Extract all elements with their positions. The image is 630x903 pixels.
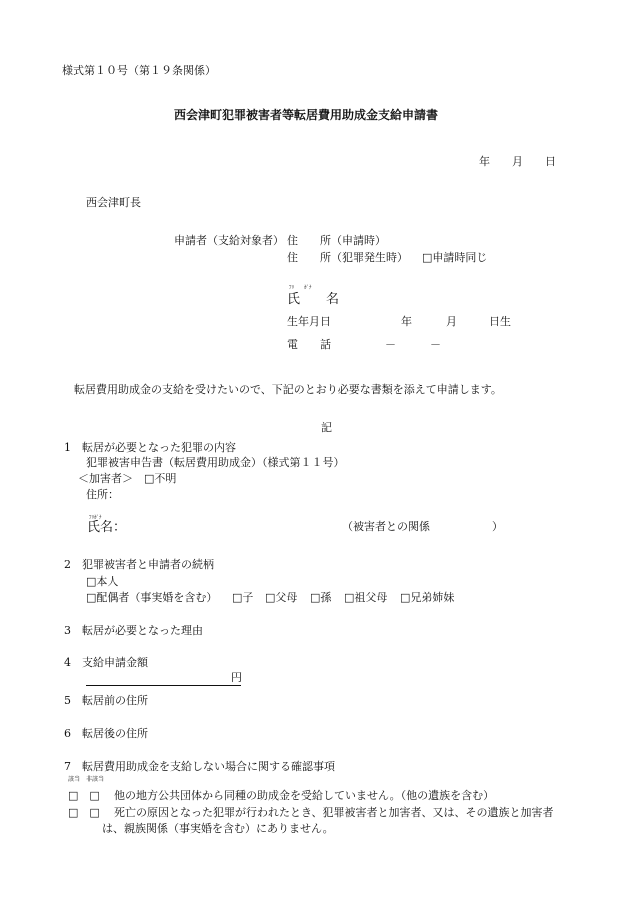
- applicant-name-label: 氏 名: [287, 292, 340, 307]
- statement: 転居費用助成金の支給を受けたいので、下記のとおり必要な書類を添えて申請します。: [74, 383, 502, 396]
- phone-label: 電 話: [287, 338, 331, 351]
- relation-grandparent-checkbox[interactable]: □祖父母: [344, 591, 388, 604]
- birth-day: 日生: [489, 315, 511, 328]
- amount-unit: 円: [231, 671, 242, 684]
- applicant-address-crime: 住 所（犯罪発生時）: [287, 251, 408, 264]
- offender-unknown-checkbox[interactable]: ＜加害者＞ □不明: [78, 472, 177, 485]
- offender-name-ruby: ﾌﾘｶﾞﾅ: [89, 515, 102, 521]
- item-2-checkboxes[interactable]: □ □: [68, 806, 100, 819]
- ki-heading: 記: [321, 421, 332, 434]
- item-1-text: 他の地方公共団体から同種の助成金を受給していません。（他の遺族を含む）: [114, 789, 495, 802]
- section-1-heading: 1 転居が必要となった犯罪の内容: [64, 441, 236, 454]
- section-1-sub: 犯罪被害申告書（転居費用助成金）（様式第１１号）: [86, 456, 345, 469]
- applicant-address-current: 住 所（申請時）: [287, 234, 386, 247]
- birth-label: 生年月日: [287, 315, 331, 328]
- date-month: 月: [512, 155, 523, 168]
- relation-self-checkbox[interactable]: □本人: [86, 575, 119, 588]
- relation-parent-checkbox[interactable]: □父母: [265, 591, 298, 604]
- amount-field[interactable]: [86, 672, 241, 686]
- same-as-current-checkbox[interactable]: □申請時同じ: [422, 251, 488, 264]
- section-5-heading: 5 転居前の住所: [64, 694, 148, 707]
- relation-open: （被害者との関係: [342, 520, 430, 533]
- form-number: 様式第１０号（第１９条関係）: [62, 64, 216, 77]
- date-day: 日: [545, 155, 556, 168]
- section-2-heading: 2 犯罪被害者と申請者の続柄: [64, 558, 214, 571]
- section-3-heading: 3 転居が必要となった理由: [64, 624, 203, 637]
- relation-grandchild-checkbox[interactable]: □孫: [310, 591, 332, 604]
- relation-close: ）: [492, 520, 503, 533]
- item-2-text-line-1: 死亡の原因となった犯罪が行われたとき、犯罪被害者と加害者、又は、その遺族と加害者: [114, 806, 554, 819]
- offender-name-label: 氏名：: [87, 520, 127, 535]
- phone-dash-2: －: [430, 338, 441, 351]
- relation-sibling-checkbox[interactable]: □兄弟姉妹: [400, 591, 455, 604]
- birth-month: 月: [446, 315, 457, 328]
- page-title: 西会津町犯罪被害者等転居費用助成金支給申請書: [174, 108, 439, 122]
- applicant-name-ruby: ﾌﾘ ｶﾞﾅ: [289, 285, 312, 291]
- section-7-heading: 7 転居費用助成金を支給しない場合に関する確認事項: [64, 760, 335, 773]
- item-2-text-line-2: は、親族関係（事実婚を含む）にありません。: [102, 822, 334, 835]
- section-6-heading: 6 転居後の住所: [64, 727, 148, 740]
- offender-address-label: 住所：: [86, 488, 119, 501]
- check-column-labels: 該当 非該当: [68, 776, 105, 783]
- birth-year: 年: [401, 315, 412, 328]
- item-1-checkboxes[interactable]: □ □: [68, 789, 100, 802]
- relation-child-checkbox[interactable]: □子: [232, 591, 254, 604]
- phone-dash-1: －: [385, 338, 396, 351]
- relation-spouse-checkbox[interactable]: □配偶者（事実婚を含む）: [86, 591, 218, 604]
- addressee: 西会津町長: [86, 196, 141, 209]
- date-year: 年: [479, 155, 490, 168]
- applicant-label: 申請者（支給対象者）: [174, 234, 284, 247]
- section-4-heading: 4 支給申請金額: [64, 656, 148, 669]
